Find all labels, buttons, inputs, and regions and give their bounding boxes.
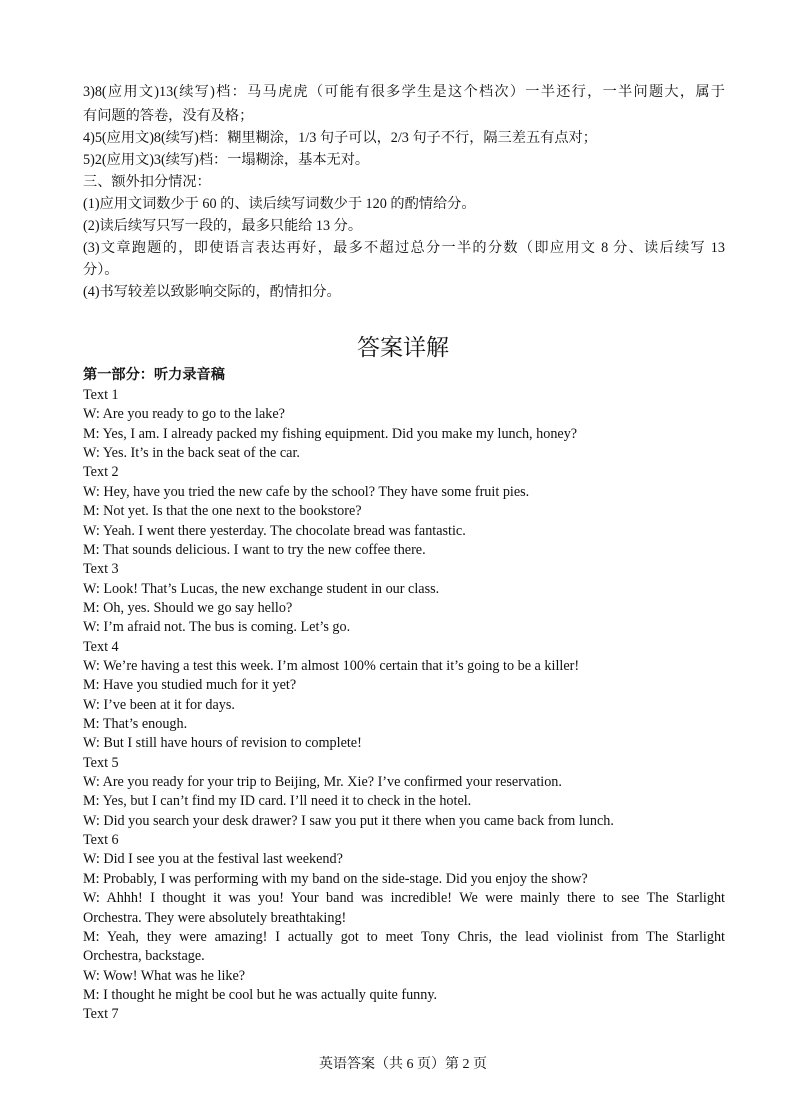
grading-line: (3)文章跑题的，即使语言表达再好，最多不超过总分一半的分数（即应用文 8 分、读后续写 13 [83, 240, 725, 256]
transcript-line: W: Did I see you at the festival last weekend? [83, 851, 343, 868]
transcript-line: W: Ahhh! I thought it was you! Your band was incredible! We were mainly there to see The Starlight [83, 890, 725, 907]
grading-line: 分）。 [83, 262, 119, 278]
transcript-line: M: Probably, I was performing with my band on the side-stage. Did you enjoy the show? [83, 870, 588, 887]
transcript-line: W: Did you search your desk drawer? I saw you put it there when you came back from lunch. [83, 812, 614, 829]
transcript-line: W: Hey, have you tried the new cafe by the school? They have some fruit pies. [83, 483, 530, 500]
transcript-line: W: Are you ready to go to the lake? [83, 406, 285, 423]
transcript-line: M: That’s enough. [83, 716, 188, 732]
transcript-line: W: I’m afraid not. The bus is coming. Let’s go. [83, 619, 351, 636]
transcript-line: Orchestra. They were absolutely breathtaking! [83, 909, 347, 926]
transcript-line: M: Yes, I am. I already packed my fishing equipment. Did you make my lunch, honey? [83, 425, 578, 442]
transcript-line: W: Look! That’s Lucas, the new exchange student in our class. [83, 580, 440, 597]
text-label: Text 3 [83, 561, 119, 578]
grading-line: (4)书写较差以致影响交际的，酌情扣分。 [83, 284, 341, 300]
transcript-line: M: That sounds delicious. I want to try the new coffee there. [83, 541, 426, 558]
transcript-line: W: Are you ready for your trip to Beijing, Mr. Xie? I’ve confirmed your reservation. [83, 774, 562, 790]
transcript-line: M: Yes, but I can’t find my ID card. I’ll need it to check in the hotel. [83, 793, 472, 810]
text-label: Text 2 [83, 464, 119, 481]
grading-line: 5)2(应用文)3(续写)档：一塌糊涂，基本无对。 [83, 152, 370, 168]
text-label: Text 7 [83, 1006, 119, 1023]
section-title: 答案详解 [357, 335, 449, 361]
transcript-line: W: But I still have hours of revision to complete! [83, 735, 362, 752]
text-label: Text 5 [83, 754, 119, 771]
grading-line: 有问题的答卷，没有及格； [83, 108, 254, 124]
grading-line: 4)5(应用文)8(续写)档：糊里糊涂，1/3 句子可以，2/3 句子不行，隔三差五有点对； [83, 130, 597, 146]
grading-heading: 三、额外扣分情况： [83, 174, 211, 190]
transcript-line: W: I’ve been at it for days. [83, 696, 235, 713]
transcript-line: M: Have you studied much for it yet? [83, 677, 297, 694]
transcript-line: W: We’re having a test this week. I’m almost 100% certain that it’s going to be a killer! [83, 657, 580, 674]
transcript-line: W: Yes. It’s in the back seat of the car. [83, 445, 300, 462]
text-label: Text 1 [83, 387, 119, 403]
transcript-line: W: Wow! What was he like? [83, 967, 246, 984]
grading-line: (2)读后续写只写一段的，最多只能给 13 分。 [83, 218, 363, 234]
transcript-line: M: I thought he might be cool but he was actually quite funny. [83, 986, 438, 1003]
text-label: Text 4 [83, 638, 119, 655]
transcript-line: M: Not yet. Is that the one next to the bookstore? [83, 503, 362, 520]
grading-line: (1)应用文词数少于 60 的、读后续写词数少于 120 的酌情给分。 [83, 196, 476, 212]
grading-line: 3)8(应用文)13(续写)档：马马虎虎（可能有很多学生是这个档次）一半还行，一半问题大，属于 [83, 84, 725, 100]
page-footer: 英语答案（共 6 页）第 2 页 [319, 1057, 487, 1072]
transcript-line: M: Oh, yes. Should we go say hello? [83, 599, 293, 616]
transcript-line: M: Yeah, they were amazing! I actually got to meet Tony Chris, the lead violinist from The Starlight [83, 928, 725, 945]
text-label: Text 6 [83, 832, 119, 848]
part-title: 第一部分：听力录音稿 [83, 367, 225, 383]
transcript-line: Orchestra, backstage. [83, 948, 205, 965]
transcript-line: W: Yeah. I went there yesterday. The chocolate bread was fantastic. [83, 522, 466, 539]
